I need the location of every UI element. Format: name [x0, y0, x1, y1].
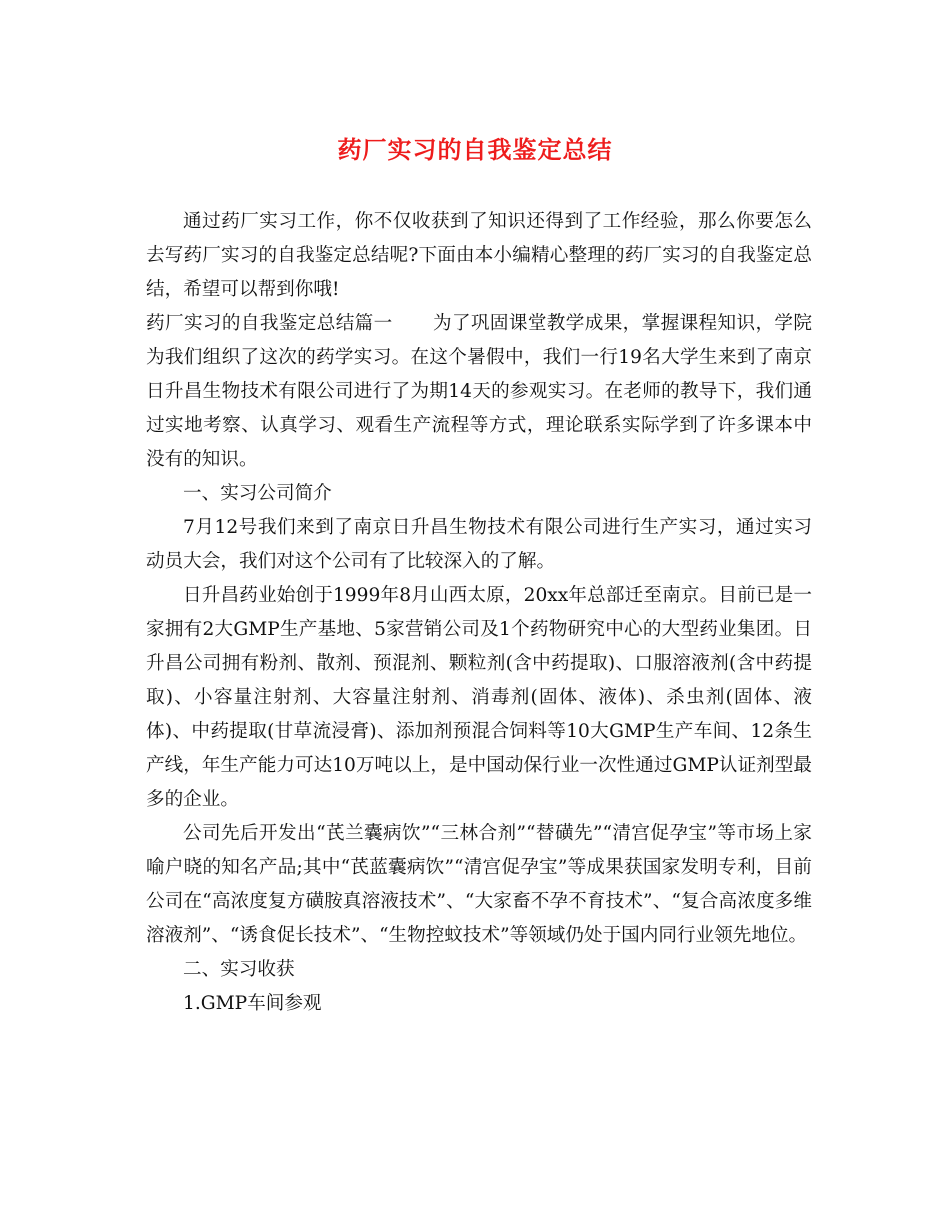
section-one-paragraph: [146, 307, 812, 477]
intro-paragraph: 通过药厂实习工作，你不仅收获到了知识还得到了工作经验，那么你要怎么去写药厂实习的自我鉴定总结呢?下面由本小编精心整理的药厂实习的自我鉴定总结，希望可以帮到你哦!: [146, 211, 812, 300]
document-title: 药厂实习的自我鉴定总结: [337, 135, 613, 164]
heading-harvest: 二、实习收获: [183, 959, 295, 980]
heading-gmp: 1.GMP车间参观: [183, 993, 322, 1014]
section-one-text: 为了巩固课堂教学成果，掌握课程知识，学院为我们组织了这次的药学实习。在这个暑假中，我们一行19名大学生来到了南京日升昌生物技术有限公司进行了为期14天的参观实习。在老师的教导下，我们通过实地考察、认真学习、观看生产流程等方式，理论联系实际学到了许多课本中没有的知识。: [146, 313, 812, 470]
products-paragraph: 公司先后开发出“芪兰囊病饮”“三林合剂”“替磺先”“清宫促孕宝”等市场上家喻户晓的知名产品;其中“芪蓝囊病饮”“清宫促孕宝”等成果获国家发明专利，目前公司在“高浓度复方磺胺真溶液技术”、“大家畜不孕不育技术”、“复合高浓度多维溶液剂”、“诱食促长技术”、“生物控蚊技术”等领域仍处于国内同行业领先地位。: [146, 823, 812, 946]
document-body: [146, 205, 812, 1021]
arrival-paragraph: 7月12号我们来到了南京日升昌生物技术有限公司进行生产实习，通过实习动员大会，我们对这个公司有了比较深入的了解。: [146, 517, 812, 572]
history-paragraph: 日升昌药业始创于1999年8月山西太原，20xx年总部迁至南京。目前已是一家拥有2大GMP生产基地、5家营销公司及1个药物研究中心的大型药业集团。日升昌公司拥有粉剂、散剂、预混剂、颗粒剂(含中药提取)、口服溶液剂(含中药提取)、小容量注射剂、大容量注射剂、消毒剂(固体、液体)、杀虫剂(固体、液体)、中药提取(甘草流浸膏)、添加剂预混合饲料等10大GMP生产车间、12条生产线，年生产能力可达10万吨以上，是中国动保行业一次性通过GMP认证剂型最多的企业。: [146, 585, 812, 810]
heading-company: 一、实习公司简介: [183, 483, 332, 504]
section-one-label: 药厂实习的自我鉴定总结篇一: [146, 313, 393, 334]
